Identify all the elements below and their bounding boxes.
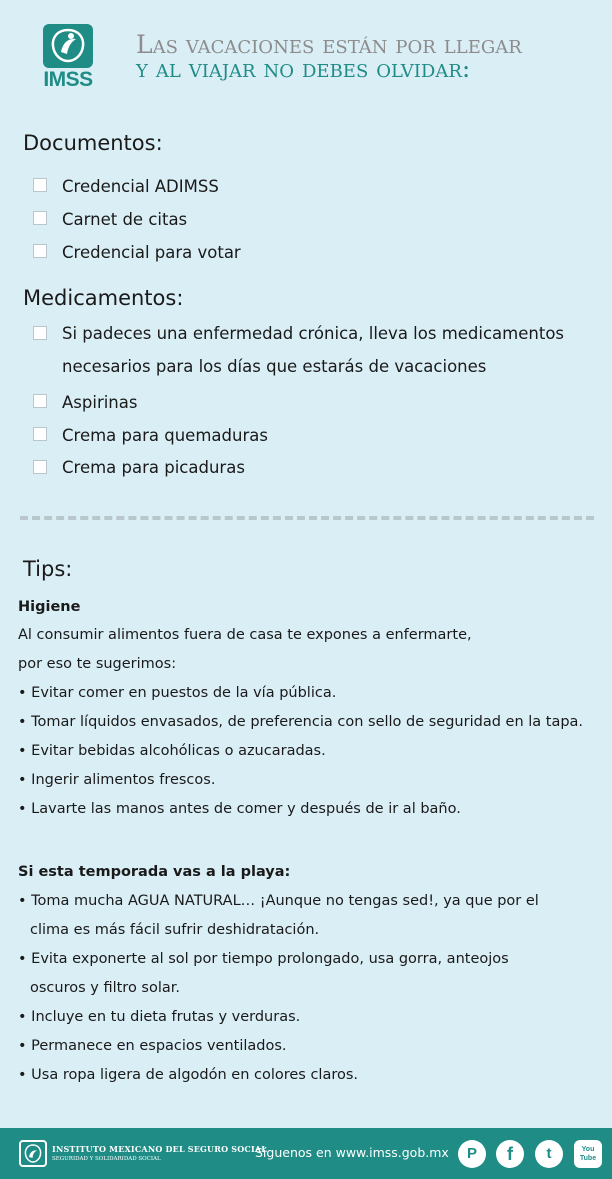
checkbox-carnet-de-citas[interactable] [33,211,47,225]
higiene-intro-2: por eso te sugerimos: [18,656,177,672]
imss-emblem [43,24,93,68]
checkbox-credencial-adimss[interactable] [33,178,47,192]
list-item: Credencial para votar [62,243,241,262]
list-item: Crema para picaduras [62,458,245,477]
playa-bullet: • Usa ropa ligera de algodón en colores claros. [18,1067,359,1083]
higiene-bullet: • Ingerir alimentos frescos. [18,772,216,788]
twitter-icon[interactable]: t [535,1140,563,1168]
list-item: Crema para quemaduras [62,426,268,445]
youtube-icon[interactable]: You Tube [574,1140,602,1168]
list-item: Si padeces una enfermedad crónica, lleva los medicamentos [62,324,565,343]
checkbox-crema-quemaduras[interactable] [33,427,47,441]
playa-bullet: • Toma mucha AGUA NATURAL… ¡Aunque no tengas sed!, ya que por el [18,893,539,909]
footer-follow-link[interactable]: Síguenos en www.imss.gob.mx [255,1145,449,1160]
list-item-continuation: necesarios para los días que estarás de vacaciones [62,357,487,376]
checkbox-crema-picaduras[interactable] [33,460,47,474]
list-item: Credencial ADIMSS [62,177,219,196]
imss-footer-logo-icon[interactable] [19,1140,47,1167]
higiene-bullet: • Evitar bebidas alcohólicas o azucaradas. [18,743,326,759]
logo-text: IMSS [43,68,93,91]
title-line-2: y al viajar no debes olvidar: [136,54,471,83]
higiene-intro-1: Al consumir alimentos fuera de casa te expones a enfermarte, [18,627,472,643]
pinterest-icon[interactable]: P [458,1140,486,1168]
title-line-1: Las vacaciones están por llegar [136,30,522,59]
header [0,0,612,110]
documentos-heading: Documentos: [23,131,163,155]
playa-bullet: • Permanece en espacios ventilados. [18,1038,287,1054]
list-item: Carnet de citas [62,210,188,229]
playa-bullet-continuation: clima es más fácil sufrir deshidratación. [30,922,320,938]
higiene-bullet: • Tomar líquidos envasados, de preferencia con sello de seguridad en la tapa. [18,714,584,730]
higiene-bullet: • Evitar comer en puestos de la vía pública. [18,685,337,701]
facebook-icon[interactable]: f [496,1140,524,1168]
checkbox-medicamentos-cronicos[interactable] [33,326,47,340]
dashed-divider [20,516,594,520]
higiene-title: Higiene [18,599,81,615]
tips-heading: Tips: [23,557,73,581]
list-item: Aspirinas [62,393,138,412]
playa-bullet: • Incluye en tu dieta frutas y verduras. [18,1009,301,1025]
playa-bullet: • Evita exponerte al sol por tiempo prolongado, usa gorra, anteojos [18,951,509,967]
footer-institution: INSTITUTO MEXICANO DEL SEGURO SOCIAL [52,1144,268,1154]
imss-logo-icon [40,24,96,94]
checkbox-credencial-votar[interactable] [33,244,47,258]
checkbox-aspirinas[interactable] [33,394,47,408]
footer [0,1128,612,1179]
playa-bullet-continuation: oscuros y filtro solar. [30,980,181,996]
medicamentos-heading: Medicamentos: [23,286,184,310]
footer-subtitle: SEGURIDAD Y SOLIDARIDAD SOCIAL [52,1156,161,1162]
playa-title: Si esta temporada vas a la playa: [18,864,291,880]
higiene-bullet: • Lavarte las manos antes de comer y después de ir al baño. [18,801,461,817]
